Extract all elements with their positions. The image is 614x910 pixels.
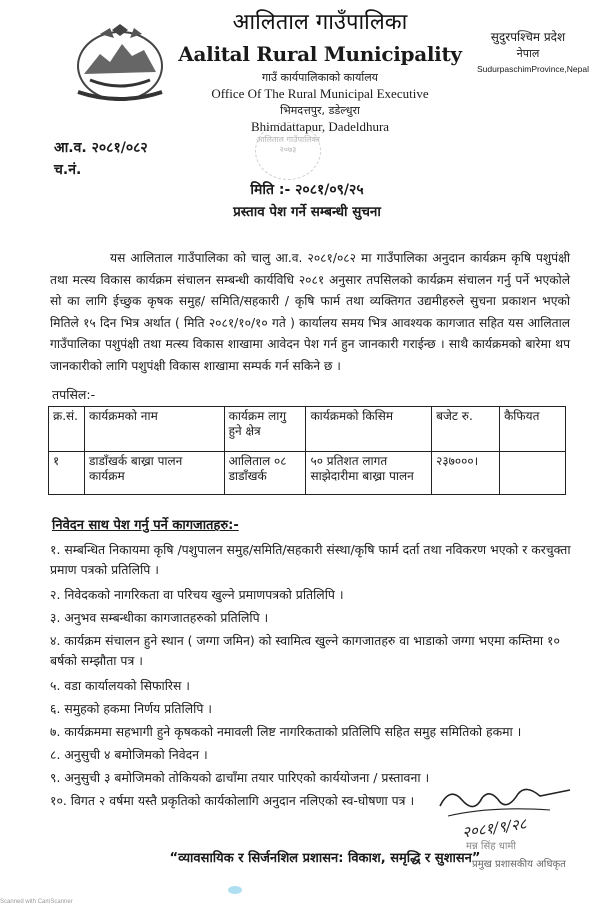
notice-subject: प्रस्ताव पेश गर्ने सम्बन्धी सुचना — [233, 204, 381, 220]
list-item: ९. अनुसुची ३ बमोजिमको तोकियको ढाचाँमा तयार पारिएको कार्ययोजना / प्रस्तावना । — [50, 770, 430, 785]
scanner-watermark: Scanned with CamScanner — [0, 899, 73, 905]
list-item: ८. अनुसुची ४ बमोजिमको निवेदन । — [50, 747, 208, 762]
notice-date: मिति :- २०८१/०९/२५ — [250, 182, 364, 198]
province-english: SudurpaschimProvince,Nepal — [477, 64, 589, 74]
reference-number: च.नं. — [54, 162, 82, 178]
country-nepali: नेपाल — [516, 47, 540, 60]
office-stamp — [255, 122, 321, 180]
list-item: ४. कार्यक्रम संचालन हुने स्थान ( जग्गा जमिन) को स्वामित्व खुल्ने कागजातहरु वा भाडाको जग्गा भएमा कम्तिमा १० बर्षको सम्झौता पत्र । — [50, 633, 560, 669]
col-header-sn: क्र.सं. — [49, 407, 85, 452]
signature-date: २०८१/९/२८ — [461, 814, 528, 842]
list-item: १. सम्बन्धित निकायमा कृषि /पशुपालन समुह/समिति/सहकारी संस्था/कृषि फार्म दर्ता तथा नविकरण भएको र करचुक्ता प्रमाण पत्रको प्रतिलिपि । — [50, 542, 571, 578]
documents-title: निवेदन साथ पेश गर्नु पर्ने कागजातहरु:- — [52, 518, 239, 533]
signatory-title: प्रमुख प्रशासकीय अधिकृत — [472, 859, 566, 870]
list-item: ७. कार्यक्रममा सहभागी हुने कृषकको नमावली लिष्ट नागरिकताको प्रतिलिपि सहित समुह समितिको हकमा । — [50, 724, 522, 739]
list-item: ६. समुहको हकमा निर्णय प्रतिलिपि । — [50, 701, 212, 716]
province-nepali: सुदुरपश्चिम प्रदेश — [490, 30, 566, 44]
location-english: Bhimdattapur, Dadeldhura — [250, 119, 390, 134]
table-row — [49, 452, 566, 495]
municipality-title-english: Aalital Rural Municipality — [178, 42, 462, 66]
office-name-nepali: गाउँ कार्यपालिकाको कार्यालय — [261, 71, 379, 84]
table-label: तपसिल:- — [52, 387, 96, 402]
table-header-row — [49, 407, 566, 452]
list-item: ३. अनुभव सम्बन्धीका कागजातहरुको प्रतिलिपि । — [50, 610, 269, 625]
cell-budget: २३७०००। — [432, 452, 500, 495]
stamp-text: आलिताल गाउँपालिका २०७३ — [256, 135, 320, 154]
office-name-english: Office Of The Rural Municipal Executive — [211, 86, 429, 101]
cell-sn: १ — [49, 452, 85, 495]
slogan: “व्यावसायिक र सिर्जनशिल प्रशासन: विकाश, समृद्धि र सुशासन” — [169, 851, 481, 866]
list-item: ५. वडा कार्यालयको सिफारिस । — [50, 678, 190, 693]
scan-mark — [228, 886, 242, 894]
col-header-budget: बजेट रु. — [432, 407, 500, 452]
notice-body: यस आलिताल गाउँपालिका को चालु आ.व. २०८१/०८२ मा गाउँपालिका अनुदान कार्यक्रम कृषि पशुपंक्षी तथा मत्स्य विकास कार्यक्रम संचालन सम्बन्धी कार्यविधि २०८१ अनुसार तपसिलको कार्यक्रम संचालन गर्नु पर्ने भएकोले सो का लागि ईच्छुक कृषक समुह/ समिति/सहकारी / कृषि फार्म तथा व्यक्तिगत उद्यमीहरुले सुचना प्रकाशन भएको मितिले १५ दिन भित्र अर्थात ( मिति २०८१/१०/१० गते ) कार्यालय समय भित्र आवश्यक कागजात सहित यस आलिताल गाउँपालिका पशुपंक्षी तथा मत्स्य विकास शाखामा आवेदन पेश गर्न हुन जानकारी गराईन्छ । साथै कार्यक्रमको बारेमा थप जानकारीको लागि पशुपंक्षी विकास शाखामा सम्पर्क गर्न सकिने छ । — [50, 251, 570, 373]
program-table — [48, 406, 566, 495]
cell-remarks — [500, 452, 566, 495]
cell-program-name: डाडाँखर्क बाख्रा पालन कार्यक्रम — [84, 452, 224, 495]
cell-area: आलिताल ०८ डाडाँखर्क — [224, 452, 306, 495]
location-nepali: भिमदत्तपुर, डडेल्धुरा — [280, 104, 360, 117]
documents-list — [50, 540, 572, 814]
fiscal-year: आ.व. २०८१/०८२ — [54, 140, 148, 156]
list-item: २. निवेदकको नागरिकता वा परिचय खुल्ने प्रमाणपत्रको प्रतिलिपि । — [50, 587, 344, 602]
cell-type: ५० प्रतिशत लागत साझेदारीमा बाख्रा पालन — [306, 452, 432, 495]
col-header-area: कार्यक्रम लागु हुने क्षेत्र — [224, 407, 306, 452]
nepal-emblem-icon — [70, 22, 170, 104]
col-header-remarks: कैफियत — [500, 407, 566, 452]
list-item: १०. विगत २ वर्षमा यस्तै प्रकृतिको कार्यकोलागि अनुदान नलिएको स्व-घोषणा पत्र । — [50, 793, 415, 808]
signatory-name: मन्न सिंह धामी — [466, 841, 517, 852]
col-header-program-name: कार्यक्रमको नाम — [84, 407, 224, 452]
municipality-title-nepali: आलिताल गाउँपालिका — [232, 10, 408, 35]
col-header-type: कार्यक्रमको किसिम — [306, 407, 432, 452]
